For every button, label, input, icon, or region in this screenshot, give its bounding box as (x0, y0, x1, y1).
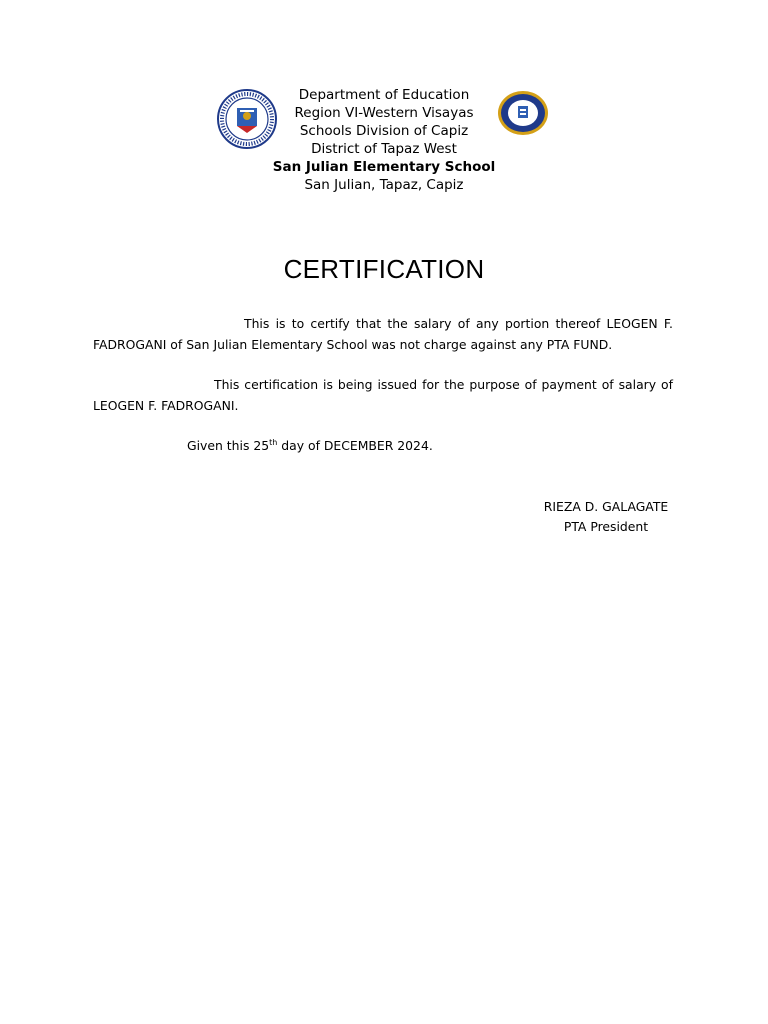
date-ordinal-suffix: th (269, 438, 278, 447)
signatory-title: PTA President (563, 519, 649, 534)
certification-paragraph-1: This is to certify that the salary of any portion thereof LEOGEN F. FADROGANI of San Julian Elementary School was not charge against any PTA FUND. (93, 316, 673, 352)
letterhead (0, 86, 768, 194)
signature-block (530, 497, 682, 537)
given-prefix: Given this 25 (187, 438, 270, 453)
date-given-line (187, 435, 433, 456)
department-name: Department of Education (298, 87, 470, 103)
given-rest: day of DECEMBER 2024. (277, 438, 433, 453)
school-name: San Julian Elementary School (272, 159, 496, 175)
division-name: Schools Division of Capiz (299, 123, 469, 139)
region-name: Region VI-Western Visayas (294, 105, 474, 121)
signatory-name: RIEZA D. GALAGATE (543, 499, 669, 514)
document-title: CERTIFICATION (283, 254, 485, 284)
certification-paragraph-2: This certification is being issued for the purpose of payment of salary of LEOGEN F. FADROGANI. (93, 377, 673, 413)
district-name: District of Tapaz West (311, 141, 457, 157)
school-address: San Julian, Tapaz, Capiz (304, 177, 464, 193)
